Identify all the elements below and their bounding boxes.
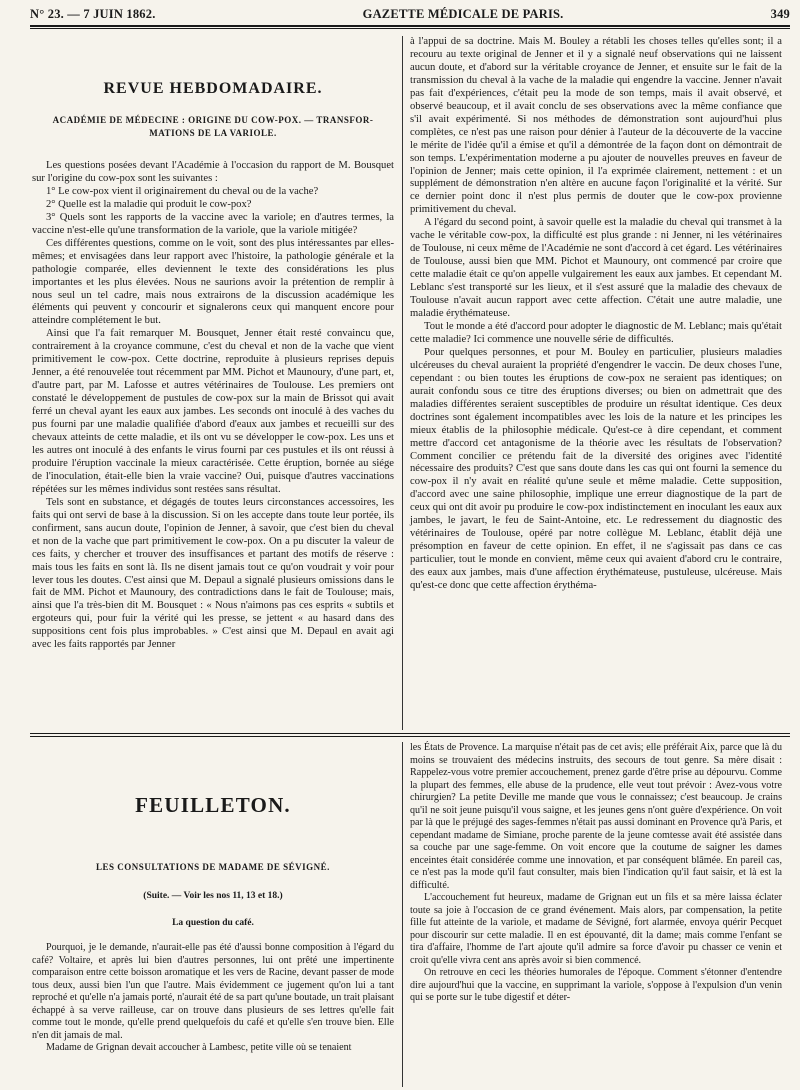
- feuilleton-title: FEUILLETON.: [135, 793, 291, 817]
- revue-left-column: [32, 160, 394, 652]
- revue-subtitle: [32, 114, 394, 140]
- feuilleton-subtitle: LES CONSULTATIONS DE MADAME DE SÉVIGNÉ.: [96, 862, 330, 872]
- paragraph: L'accouchement fut heureux, madame de Grignan eut un fils et sa mère laissa éclater toute sa joie à l'occasion de ce grand événement. Mais alors, par compensation, la petite fille fut atteinte de la variole, et madame de Sévigné, fort alarmée, envoya quérir Pecquet pour discourir sur cette maladie. Il en est épouvanté, dit la dame; mais comme l'enfant se tira d'affaire, l'homme de l'art ajoute qu'il admire sa force d'avoir pu chasser ce venin et croit qu'elle vivra cent ans après avoir si bien commencé.: [410, 892, 782, 966]
- revue-subtitle-line1: ACADÉMIE DE MÉDECINE : ORIGINE DU COW-POX. — TRANSFOR-: [52, 115, 374, 125]
- paragraph: les États de Provence. La marquise n'était pas de cet avis; elle préférait Aix, parce que là du moins se trouvaient des médecins instruits, des secours de tout genre. Sa mère disait : Rappelez-vous votre premier accouchement, prenez garde d'être prise au dépourvu. Comme la plupart des femmes, elle abuse de la prudence, elle veut tout prévoir : Avez-vous votre chirurgien? La petite Deville me mande que vous le connaissez; c'est beaucoup. Je crains qu'il ne soit jeune puisqu'il vous saigne, et les jeunes gens n'ont guère d'expérience. On voit par là que le préjugé des sages-femmes n'était pas aussi dominant en Provence qu'à Paris, et cependant madame de Simiane, proche parente de la jeune comtesse avait été assistée dans sa couche par une sage-femme. On voit encore que la coutume de saigner les dames enceintes était considérée comme une innovation, et par conséquent blâmée. En pareil cas, ce n'est pas la mode qu'il faut consulter, mais bien l'indication qu'il faut saisir, et là est la difficulté.: [410, 742, 782, 891]
- feuilleton-suite: (Suite. — Voir les nos 11, 13 et 18.): [143, 891, 283, 901]
- header-rule: [30, 25, 790, 27]
- revue-title: REVUE HEBDOMADAIRE.: [103, 80, 323, 97]
- paragraph: Madame de Grignan devait accoucher à Lambesc, petite ville où se tenaient: [46, 1042, 352, 1053]
- paragraph: Pourquoi, je le demande, n'aurait-elle pas été d'aussi bonne composition à l'égard du café? Voltaire, et après lui bien d'autres personnes, lui ont prêté une impertinente comparaison entre cette boisson aromatique et les vers de Racine, devant passer de mode tous deux, aussi bien l'un que l'autre. Mais évidemment ce jugement qu'on lui a tant reproché et qu'elle n'a jamais porté, n'aurait été de sa part qu'une boutade, un trait plaisant échappé à sa verve railleuse, car on trouve dans plusieurs de ses lettres qu'elle fait comme tout le monde, qu'elle prend quelquefois du café et qu'elle s'en trouve bien. Elle n'en dit jamais de mal.: [32, 942, 394, 1041]
- revue-subtitle-line2: MATIONS DE LA VARIOLE.: [149, 128, 277, 138]
- paragraph: Tels sont en substance, et dégagés de toutes leurs circonstances accessoires, les faits qui ont servi de base à la discussion. Si on les accepte dans toute leur portée, ils confirment, sans aucun doute, l'opinion de Jenner, à savoir, que c'est bien du cheval et non de la vache que part primitivement le cow-pox. On a pu discuter la valeur de ces faits, y chercher et trouver des insuffisances et partant des motifs de réserve : mais tous les faits en sont là. Ils ne disent jamais tout ce qu'on voudrait y voir pour lever tous les doutes. C'est ainsi que M. Depaul a signalé plusieurs omissions dans le fait de MM. Pichot et Maunoury, des contradictions dans le fait de Toulouse; mais, ainsi que l'a très-bien dit M. Bousquet : « Nous n'aimons pas ces esprits « subtils et ergoteurs qui, pour fuir la vérité qui les presse, se jettent « au hasard dans des suppositions cent fois plus improbables. » C'est ainsi que M. Depaul en avait agi avec les faits rapportés par Jenner: [32, 496, 394, 651]
- feuilleton-rule: [30, 733, 790, 734]
- paragraph: Tout le monde a été d'accord pour adopter le diagnostic de M. Leblanc; mais qu'était cette maladie? Ici commence une nouvelle série de difficultés.: [410, 320, 782, 345]
- paragraph: A l'égard du second point, à savoir quelle est la maladie du cheval qui transmet à la vache le véritable cow-pox, la difficulté est plus grande : ni Jenner, ni les vétérinaires de Toulouse, ni ceux même de l'Académie ne sont d'accord à cet égard. Les vétérinaires de Toulouse, aussi bien que MM. Pichot et Maunoury, ont commencé par croire que cette maladie était ce qu'on appelle vulgairement les eaux aux jambes. Et cependant M. Leblanc s'est transporté sur les lieux, et il s'est assuré que la maladie des chevaux de Toulouse n'avait aucun rapport avec cette affection. C'était une autre maladie, une maladie érythémateuse.: [410, 217, 782, 320]
- revue-right-column: [410, 36, 782, 593]
- column-divider: [402, 36, 403, 730]
- page-number: 349: [770, 6, 790, 21]
- issue-number: N° 23. — 7 JUIN 1862.: [30, 6, 156, 21]
- paragraph: 3° Quels sont les rapports de la vaccine avec la variole; en d'autres termes, la vaccine n'est-elle qu'une transformation de la variole, que la variole mitigée?: [32, 211, 394, 236]
- paragraph: Ainsi que l'a fait remarquer M. Bousquet, Jenner était resté convaincu que, contrairement à la croyance commune, c'est du cheval et non de la vache que vient primitivement le cow-pox. Cette doctrine, reproduite à plusieurs reprises depuis Jenner, a été renouvelée tout récemment par MM. Pichot et Maunoury, d'une part, et, d'autre part, par M. Lafosse et autres vétérinaires de Toulouse. Les premiers ont constaté le développement de pustules de cow-pox sur la main de Brissot qui avait ferré un cheval ayant les eaux aux jambes. Les seconds ont inoculé à des vaches du pus fourni par une maladie qualifiée d'abord d'eaux aux jambes et recueilli sur des chevaux atteints de cette maladie, et ils ont vu se développer le cow-pox. Les uns et les autres ont inoculé à des enfants le virus fourni par ces pustules et ils ont réussi à produire l'éruption vaccinale la mieux caractérisée. Cette éruption, bornée au siége de l'inoculation, était-elle bien la vraie vaccine? Oui, puisque d'autres vaccinations répétées sur les mêmes individus sont restées sans résultat.: [32, 328, 394, 495]
- paragraph: Les questions posées devant l'Académie à l'occasion du rapport de M. Bousquet sur l'origine du cow-pox sont les suivantes :: [32, 160, 394, 184]
- page-header: [30, 5, 790, 23]
- feuilleton-column-divider: [402, 742, 403, 1087]
- paragraph: à l'appui de sa doctrine. Mais M. Bouley a rétabli les choses telles qu'elles sont; il a recouru au texte original de Jenner et il y a signalé neuf observations qui ne laissent aucun doute, et d'abord sur la véritable croyance de Jenner, et ensuite sur le fait de la transmission du cheval à la vache de la maladie qui engendre la vaccine. Jenner n'avait pas fait d'expériences, c'était peu la mode de son temps, mais il avait observé, et observé beaucoup, et il avait conclu de ses observations avec la même confiance que s'il avait expérimenté. Si nos méthodes de démonstration sont aujourd'hui plus complètes, ce n'est pas une raison pour dénier à l'auteur de la découverte de la vaccine le mérite de l'idée qu'il a émise et qu'il a démontrée de la façon dont on démontrait de son temps. L'expérimentation moderne a pu ajouter de nouvelles preuves en faveur de l'opinion de Jenner; mais cette opinion, il l'a exprimée clairement, nettement : et un supplément de démonstration n'en altère en aucune façon l'originalité et la vérité. Sur ce dernier point donc il n'est plus permis de douter que le cow-pox provienne primitivement du cheval.: [410, 36, 782, 216]
- feuilleton-left-column: [32, 942, 394, 1055]
- header-rule-thin: [30, 28, 790, 29]
- feuilleton-rule-thin: [30, 736, 790, 737]
- paragraph: On retrouve en ceci les théories humorales de l'époque. Comment s'étonner d'entendre dire aujourd'hui que la vaccine, en supprimant la variole, s'oppose à l'expulsion d'un venin qui se porte sur le tube digestif et déter-: [410, 967, 782, 1003]
- paragraph: 1° Le cow-pox vient il originairement du cheval ou de la vache?: [46, 185, 319, 197]
- paragraph: Pour quelques personnes, et pour M. Bouley en particulier, plusieurs maladies ulcéreuses du cheval auraient la propriété d'engendrer le vaccin. De deux choses l'une, cependant : ou bien toutes les éruptions de cow-pox ne seraient pas identiques; on aurait confondu sous ce titre des éruptions diverses; ou bien on admettrait que des maladies différentes seraient susceptibles de produire un résultat identique. Ces deux doctrines sont également incompatibles avec les lois de la nature et les principes les mieux établis de la philosophie médicale. Qu'est-ce à dire cependant, et comment mettre d'accord cet antagonisme de la théorie avec les résultats de l'observation? Comment concilier ce prétendu fait de la diversité des origines avec l'identité nécessaire des produits? C'est que sans doute dans les cas qui ont fourni la semence du cow-pox il n'y avait en réalité qu'une seule et même maladie. Cette supposition, d'accord avec une saine philosophie, implique une erreur diagnostique de la part de ceux qui ont dit avoir pu produire le cow-pox indistinctement en inoculant les eaux aux jambes, le javart, le feu de Saint-Antoine, etc. Le redressement du diagnostic des vétérinaires de Toulouse, opéré par notre collègue M. Leblanc, établit déjà une présomption en faveur de cette opinion. En effet, il ne s'agissait pas dans ce cas particulier, tout le monde en convient, même ceux qui avaient d'abord cru le contraire, des eaux aux jambes, mais d'une affection érythémateuse, pustuleuse, ulcéreuse. Mais qu'est-ce donc que cette affection érythéma-: [410, 346, 782, 592]
- feuilleton-question: La question du café.: [172, 918, 254, 928]
- paragraph: 2° Quelle est la maladie qui produit le cow-pox?: [46, 198, 252, 210]
- journal-title: GAZETTE MÉDICALE DE PARIS.: [362, 6, 564, 21]
- paragraph: Ces différentes questions, comme on le voit, sont des plus intéressantes par elles-mêmes; et envisagées dans leur rapport avec l'histoire, la pathologie générale et la pathologie comparée, elles deviennent le texte des considérations les plus importantes et les plus élevées. Nous ne saurions avoir la prétention de remplir à nous seul un tel cadre, mais nous extrairons de la discussion académique les éléments qui peuvent y concourir et signalerons ceux qui manquent encore pour atteindre complétement le but.: [32, 237, 394, 327]
- feuilleton-right-column: [410, 742, 782, 1005]
